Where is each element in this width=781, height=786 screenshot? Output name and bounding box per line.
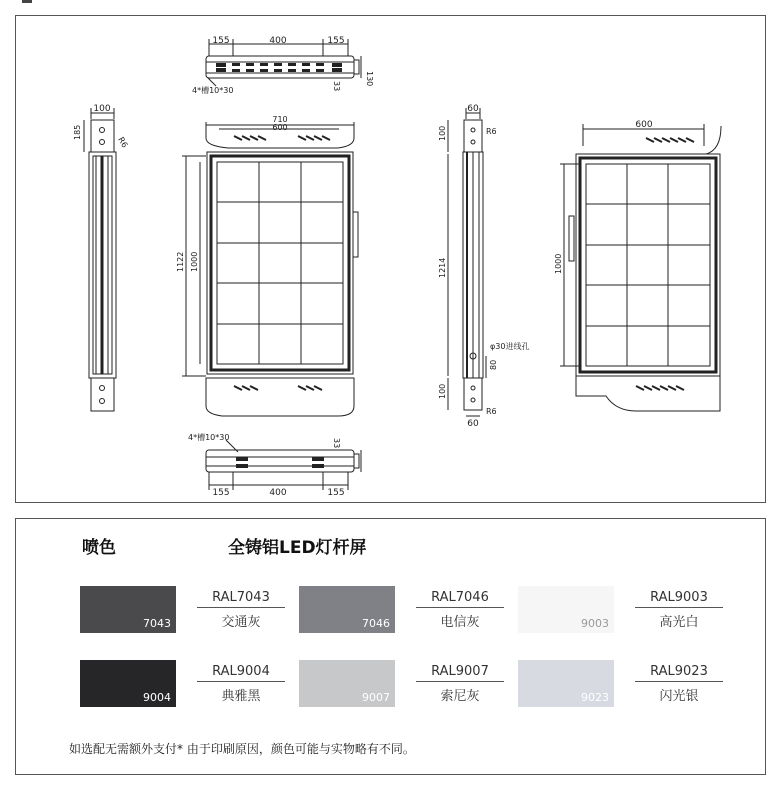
back-view — [560, 124, 721, 411]
right-side-width: 60 — [467, 104, 479, 114]
right-side-radius-top: R6 — [486, 127, 497, 136]
ral-code: RAL9003 — [635, 590, 723, 608]
ral-label-7043 — [197, 590, 285, 630]
swatch-9007 — [299, 660, 395, 707]
top-view-depth: 130 — [365, 71, 374, 87]
color-name: 交通灰 — [221, 615, 261, 630]
ral-label-9023 — [635, 664, 723, 704]
color-name: 高光白 — [659, 615, 699, 630]
right-side-top: 100 — [438, 125, 447, 141]
ral-code: RAL7043 — [197, 590, 285, 608]
swatch-9003 — [518, 586, 614, 633]
right-side-bottom: 100 — [438, 383, 447, 399]
page-top-fragment — [22, 0, 32, 3]
ral-label-9004 — [197, 664, 285, 704]
product-title: 全铸铝LED灯杆屏 — [228, 538, 367, 558]
side-view-right — [448, 108, 486, 416]
ral-code: RAL7046 — [416, 590, 504, 608]
ral-code: RAL9007 — [416, 664, 504, 682]
back-view-height: 1000 — [554, 253, 563, 274]
right-side-hole-offset: 80 — [489, 359, 498, 370]
swatch-code-label: 9003 — [581, 617, 609, 630]
side-view-left — [84, 108, 116, 411]
right-side-height: 1214 — [438, 257, 447, 278]
top-view-offset: 33 — [332, 81, 341, 92]
top-view-dim-right: 155 — [327, 36, 345, 46]
technical-drawing — [16, 16, 767, 504]
bottom-view-dim-right: 155 — [327, 488, 345, 498]
left-side-width: 100 — [93, 104, 111, 114]
right-side-hole-note: φ30进线孔 — [490, 342, 530, 351]
front-view — [182, 122, 358, 416]
ral-label-7046 — [416, 590, 504, 630]
back-view-width: 600 — [635, 120, 653, 130]
right-side-radius-bottom: R6 — [486, 407, 497, 416]
front-inner-width: 600 — [272, 123, 288, 132]
swatch-7043 — [80, 586, 176, 633]
front-inner-height: 1000 — [190, 251, 199, 272]
top-view — [206, 39, 361, 86]
swatch-code-label: 9004 — [143, 691, 171, 704]
front-outer-width: 710 — [272, 115, 288, 124]
left-side-height: 185 — [73, 124, 82, 140]
swatch-9023 — [518, 660, 614, 707]
color-options-panel — [15, 518, 766, 775]
ral-code: RAL9023 — [635, 664, 723, 682]
bottom-view-dim-left: 155 — [212, 488, 230, 498]
technical-drawing-panel — [15, 15, 766, 503]
bottom-view-offset: 33 — [332, 438, 341, 449]
color-footnote: 如选配无需额外支付* 由于印刷原因，颜色可能与实物略有不同。 — [69, 742, 415, 756]
swatch-code-label: 7043 — [143, 617, 171, 630]
ral-label-9007 — [416, 664, 504, 704]
right-side-width-bottom: 60 — [467, 419, 479, 429]
bottom-view-dim-center: 400 — [269, 488, 287, 498]
top-view-dim-center: 400 — [269, 36, 287, 46]
color-name: 闪光银 — [659, 689, 699, 704]
color-name: 电信灰 — [440, 615, 480, 630]
swatch-code-label: 9007 — [362, 691, 390, 704]
swatch-code-label: 7046 — [362, 617, 390, 630]
top-view-dim-left: 155 — [212, 36, 230, 46]
swatch-7046 — [299, 586, 395, 633]
left-side-radius: R6 — [116, 135, 130, 150]
top-view-slot-note: 4*槽10*30 — [192, 86, 234, 95]
front-outer-height: 1122 — [176, 251, 185, 272]
swatch-9004 — [80, 660, 176, 707]
bottom-view-slot-note: 4*槽10*30 — [188, 433, 230, 442]
paint-heading: 喷色 — [82, 538, 116, 558]
ral-label-9003 — [635, 590, 723, 630]
ral-code: RAL9004 — [197, 664, 285, 682]
color-name: 典雅黑 — [221, 689, 261, 704]
color-name: 索尼灰 — [440, 689, 480, 704]
swatch-code-label: 9023 — [581, 691, 609, 704]
